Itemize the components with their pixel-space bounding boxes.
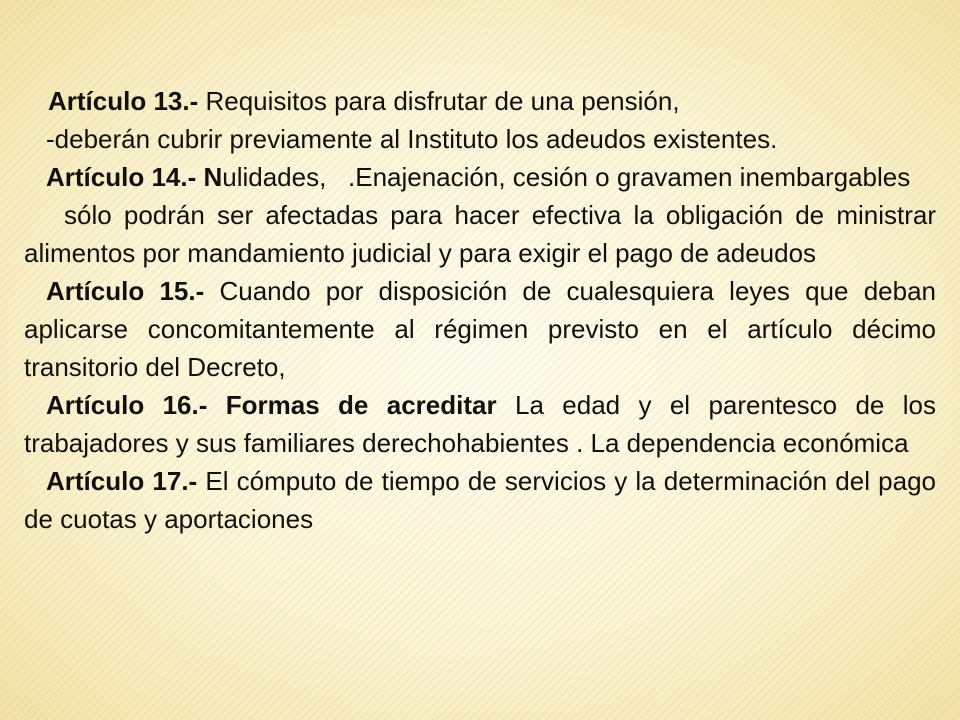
article-16-label: Artículo 16.- Formas de acreditar bbox=[46, 390, 497, 420]
article-14-continuation-paragraph bbox=[24, 196, 936, 272]
article-16-text: La edad y el parentesco de los trabajadores y sus familiares derechohabientes . La dependencia económica bbox=[24, 390, 936, 458]
article-14-text: ulidades, .Enajenación, cesión o gravamen inembargables bbox=[222, 162, 911, 192]
article-13-continuation-text: -deberán cubrir previamente al Instituto los adeudos existentes. bbox=[46, 124, 778, 154]
article-17-text: El cómputo de tiempo de servicios y la determinación del pago de cuotas y aportaciones bbox=[24, 466, 936, 534]
article-14-paragraph bbox=[24, 158, 936, 196]
article-13-paragraph bbox=[24, 82, 936, 120]
article-13-label: Artículo 13.- bbox=[48, 86, 199, 116]
article-13-text: Requisitos para disfrutar de una pensión, bbox=[198, 86, 680, 116]
article-17-label: Artículo 17.- bbox=[46, 466, 198, 496]
article-14-label: Artículo 14.- bbox=[46, 162, 197, 192]
article-14-continuation-text: sólo podrán ser afectadas para hacer efectiva la obligación de ministrar alimentos por mandamiento judicial y para exigir el pago de adeudos bbox=[24, 200, 936, 268]
article-13-continuation-paragraph bbox=[24, 120, 936, 158]
article-15-text: Cuando por disposición de cualesquiera leyes que deban aplicarse concomitantemente al régimen previsto en el artículo décimo transitorio del Decreto, bbox=[24, 276, 936, 382]
article-17-paragraph bbox=[24, 462, 936, 538]
slide-body-text bbox=[24, 82, 936, 538]
article-15-paragraph bbox=[24, 272, 936, 386]
article-14-emphasis: N bbox=[196, 162, 223, 192]
article-16-paragraph bbox=[24, 386, 936, 462]
article-15-label: Artículo 15.- bbox=[46, 276, 205, 306]
